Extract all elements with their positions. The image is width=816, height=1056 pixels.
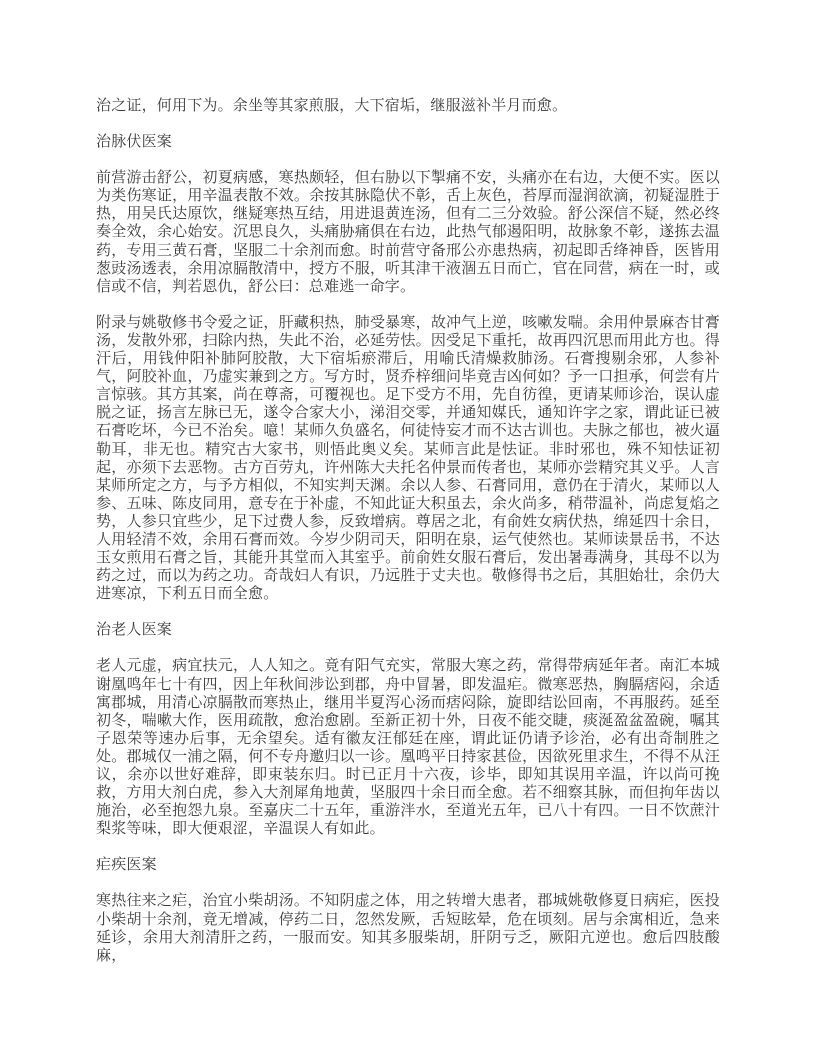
document-content [96,97,720,965]
case-section-heading: 疟疾医案 [96,857,157,874]
body-paragraph: 附录与姚敬修书令爱之证，肝藏积热，肺受暴寒，故冲气上逆，咳嗽发喘。余用仲景麻杏甘膏汤，发散外邪，扫除内热，失此不治，必延劳怯。因受足下重托，故再四沉思而用此方也。得汗后，用钱仲阳补肺阿胶散，大下宿垢瘀滞后，用喻氏清燥救肺汤。石膏搜剔余邪，人参补气，阿胶补血，乃虚实兼到之方。写方时，贤乔梓细问毕竟吉凶何如？予一口担承，何尝有片言惊骇。其方其案，尚在尊斋，可覆视也。足下受方不用，先自彷徨，更请某师诊治，误认虚脱之证，扬言左脉已无，遂令合家大小，涕泪交零，并通知媒氏，通知许字之家，谓此证已被石膏吃坏，今已不治矣。噫！某师久负盛名，何徒恃妄才而不达古训也。夫脉之郁也，被火逼勒耳，非无也。精究古大家书，则悟此奥义矣。某师言此是怯证。非时邪也，殊不知怯证初起，亦须下去恶物。古方百劳丸，许州陈大夫托名仲景而传者也，某师亦尝精究其义乎。人言某师所定之方，与予方相似，不知实判天渊。余以人参、石膏同用，意仍在于清火，某师以人参、五味、陈皮同用，意专在于补虚，不知此证大积虽去，余火尚多，稍带温补，尚虑复焰之势，人参只宜些少，足下过费人参，反致增病。尊居之北，有俞姓女病伏热，绵延四十余日，人用轻清不效，余用石膏而效。今岁少阴司天，阳明在泉，运气使然也。某师读景岳书，不达玉女煎用石膏之旨，其能升其堂而入其室乎。前俞姓女服石膏后，发出暑毒满身，其母不以为药之过，而以为药之功。奇哉妇人有识，乃远胜于丈夫也。敬修得书之后，其胆始壮，余仍大进寒凉，下利五日而全愈。 [96,314,720,603]
body-paragraph: 前营游击舒公，初夏病感，寒热颇轻，但右胁以下掣痛不安，头痛亦在右边，大便不实。医以为类伤寒证，用辛温表散不效。余按其脉隐伏不彰，舌上灰色，苔厚而湿润欲滴，初疑湿胜于热，用吴氏达原饮，继疑寒热互结，用进退黄连汤，但有二三分效验。舒公深信不疑，然必终奏全效，余心始安。沉思良久，头痛胁痛俱在右边，此热气郁遏阳明，故脉象不彰，遂拣去温药，专用三黄石膏，坚服二十余剂而愈。时前营守备邢公亦患热病，初起即舌绛神昏，医皆用葱豉汤透表，余用凉膈散清中，授方不服，听其津干液涸五日而亡，官在同营，病在一时，或信或不信，判若恩仇，舒公曰：总难逃一命字。 [96,170,720,295]
case-section-heading: 治脉伏医案 [96,134,173,151]
body-paragraph: 老人元虚，病宜扶元，人人知之。竟有阳气充实，常服大寒之药，常得带病延年者。南汇本城谢凰鸣年七十有四，因上年秋间涉讼到郡，舟中冒暑，即发温疟。微寒恶热，胸膈痞闷，余适寓郡城，用清心凉膈散而寒热止，继用半夏泻心汤而痞闷除，旋即结讼回南，不再服药。延至初冬，喘嗽大作，医用疏散，愈治愈剧。至新正初十外，日夜不能交睫，痰涎盈盆盈碗，嘱其子恩荣等速办后事，无余望矣。适有徽友汪郁廷在座，谓此证仍请予诊治，必有出奇制胜之处。郡城仅一浦之隔，何不专舟邀归以一诊。凰鸣平日持家甚俭，因欲死里求生，不得不从汪议，余亦以世好难辞，即束装东归。时已正月十六夜，诊毕，即知其误用辛温，许以尚可挽救，方用大剂白虎，参入大剂犀角地黄，坚服四十余日而全愈。若不细察其脉，而但拘年齿以施治，必至抱怨九泉。至嘉庆二十五年，重游泮水，至道光五年，已八十有四。一日不饮蔗汁梨浆等味，即大便艰涩，辛温误人有如此。 [96,658,720,838]
body-paragraph: 治之证，何用下为。余坐等其家煎服，大下宿垢，继服滋补半月而愈。 [96,98,568,114]
case-section-heading: 治老人医案 [96,622,173,639]
body-paragraph: 寒热往来之疟，治宜小柴胡汤。不知阴虚之体，用之转增大患者，郡城姚敬修夏日病疟，医投小柴胡十余剂，竟无增减，停药二日，忽然发厥，舌短眩晕，危在顷刻。居与余寓相近，急来延诊，余用大剂清肝之药，一服而安。知其多服柴胡，肝阴亏乏，厥阳亢逆也。愈后四肢酸麻， [96,893,720,964]
